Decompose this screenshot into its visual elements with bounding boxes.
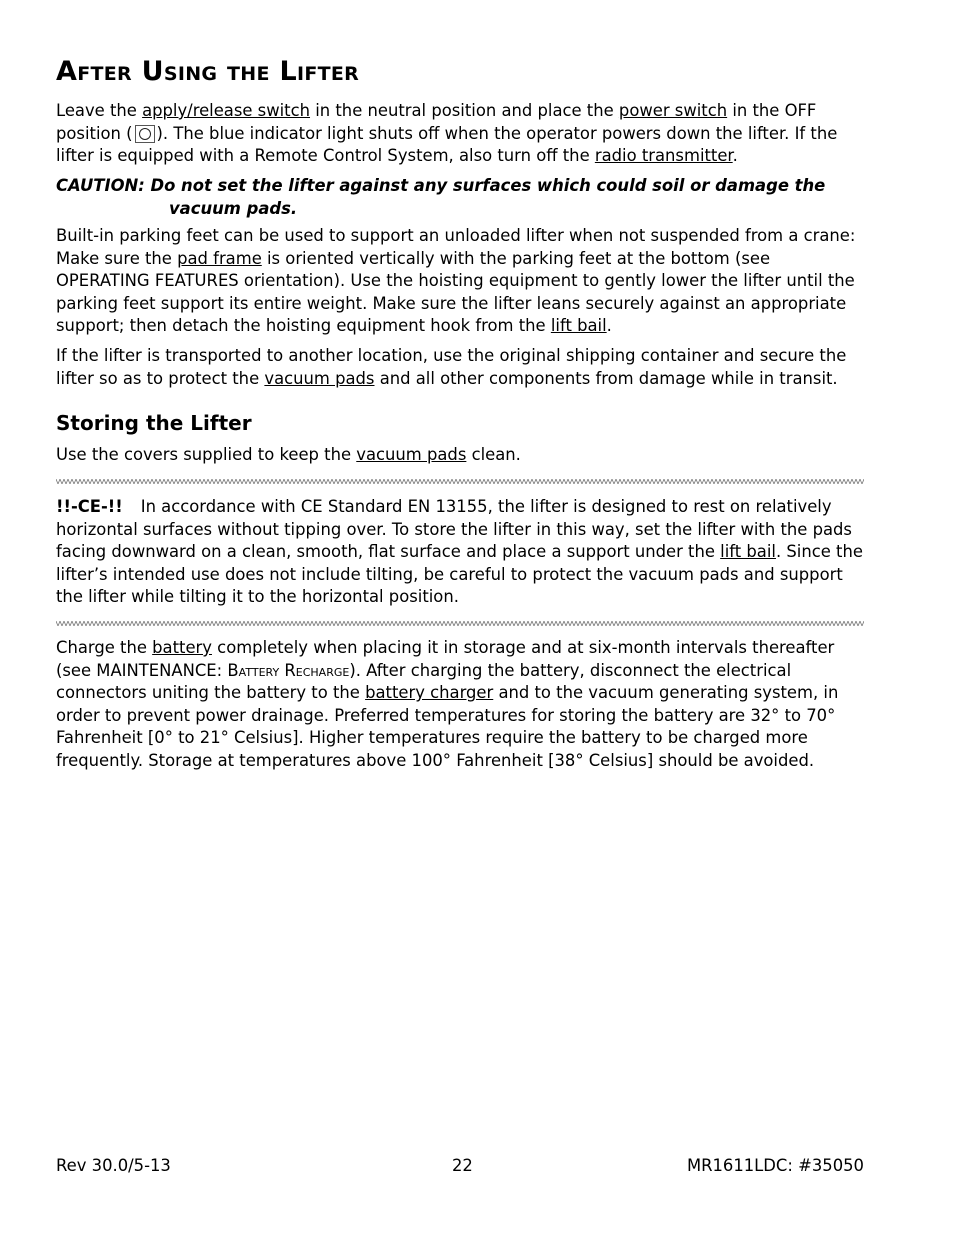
caution-line-2: vacuum pads. xyxy=(169,199,298,218)
paragraph-parking-feet xyxy=(56,225,866,338)
text: in the neutral position and place the xyxy=(310,101,619,120)
ce-paragraph xyxy=(56,496,866,609)
text: ). After charging the battery, disconnect the electrical connectors uniting the battery to the xyxy=(56,660,792,703)
ce-divider-top xyxy=(56,479,864,484)
footer-revision: Rev 30.0/5-13 xyxy=(56,1156,171,1175)
link-apply-release-switch[interactable]: apply/release switch xyxy=(142,101,311,120)
link-pad-frame[interactable]: pad frame xyxy=(177,248,262,268)
ce-tag: !!-CE-!! xyxy=(56,497,123,516)
paragraph-transport xyxy=(56,345,866,390)
paragraph-battery xyxy=(56,637,866,773)
ce-divider-bottom xyxy=(56,621,864,626)
text: . xyxy=(732,146,738,166)
link-vacuum-pads[interactable]: vacuum pads xyxy=(356,445,467,464)
link-power-switch[interactable]: power switch xyxy=(618,101,728,120)
link-radio-transmitter[interactable]: radio transmitter xyxy=(594,146,733,166)
paragraph-after-use xyxy=(56,100,866,168)
section-title-storing: Storing the Lifter xyxy=(56,411,252,435)
power-off-icon xyxy=(135,125,155,143)
battery-recharge-ref: Battery Recharge xyxy=(227,660,350,680)
caution-note xyxy=(56,174,866,220)
text: and all other components from damage while in transit. xyxy=(374,368,838,388)
text: Leave the xyxy=(56,101,143,120)
text: Built-in parking feet can be used to support an unloaded lifter when not suspended from a crane: Make sure the xyxy=(56,226,856,268)
footer-page-number: 22 xyxy=(452,1156,473,1175)
text: completely when placing it in storage and at six-month intervals thereafter (see MAINTENANCE: xyxy=(56,638,835,680)
text: If the lifter is transported to another location, use the original shipping container and secure the lifter so as to protect the xyxy=(56,346,847,388)
text: ). The blue indicator light shuts off when the operator powers down the lifter. If the lifter is equipped with a Remote Control System, also turn off the xyxy=(56,123,838,166)
paragraph-covers xyxy=(56,444,866,467)
text: Charge the xyxy=(56,638,153,657)
link-lift-bail[interactable]: lift bail xyxy=(720,542,776,562)
page-title: After Using the Lifter xyxy=(56,56,360,87)
link-vacuum-pads[interactable]: vacuum pads xyxy=(264,368,375,388)
link-battery[interactable]: battery xyxy=(152,638,212,657)
caution-line-1: CAUTION: Do not set the lifter against any surfaces which could soil or damage the xyxy=(56,176,826,195)
text: and to the vacuum generating system, in order to prevent power drainage. Preferred temperatures for storing the battery are 32° to 70° Fahrenheit [0° to 21° Celsius]. Higher temperatures require the battery to be charged more frequently. Storage at temperatures above 100° Fahrenheit [38° Celsius] should be avoided. xyxy=(56,683,839,770)
text: in the OFF position ( xyxy=(56,101,817,143)
footer-document-id: MR1611LDC: #35050 xyxy=(686,1156,864,1175)
text: is oriented vertically with the parking feet at the bottom (see OPERATING FEATURES orientation). Use the hoisting equipment to gently lower the lifter until the parking feet support its entire weight. Make sure the lifter leans securely against an appropriate support; then detach the hoisting equipment hook from the xyxy=(56,248,855,336)
link-battery-charger[interactable]: battery charger xyxy=(365,683,494,703)
text: . xyxy=(606,316,612,336)
text: In accordance with CE Standard EN 13155, the lifter is designed to rest on relatively horizontal surfaces without tipping over. To store the lifter in this way, set the lifter with the pads facing downward on a clean, smooth, flat surface and place a support under the xyxy=(56,497,852,562)
text: clean. xyxy=(466,445,521,464)
link-lift-bail[interactable]: lift bail xyxy=(550,316,607,336)
text: . Since the lifter’s intended use does not include tilting, be careful to protect the vacuum pads and support the lifter while tilting it to the horizontal position. xyxy=(56,542,863,607)
text: Use the covers supplied to keep the xyxy=(56,445,357,464)
